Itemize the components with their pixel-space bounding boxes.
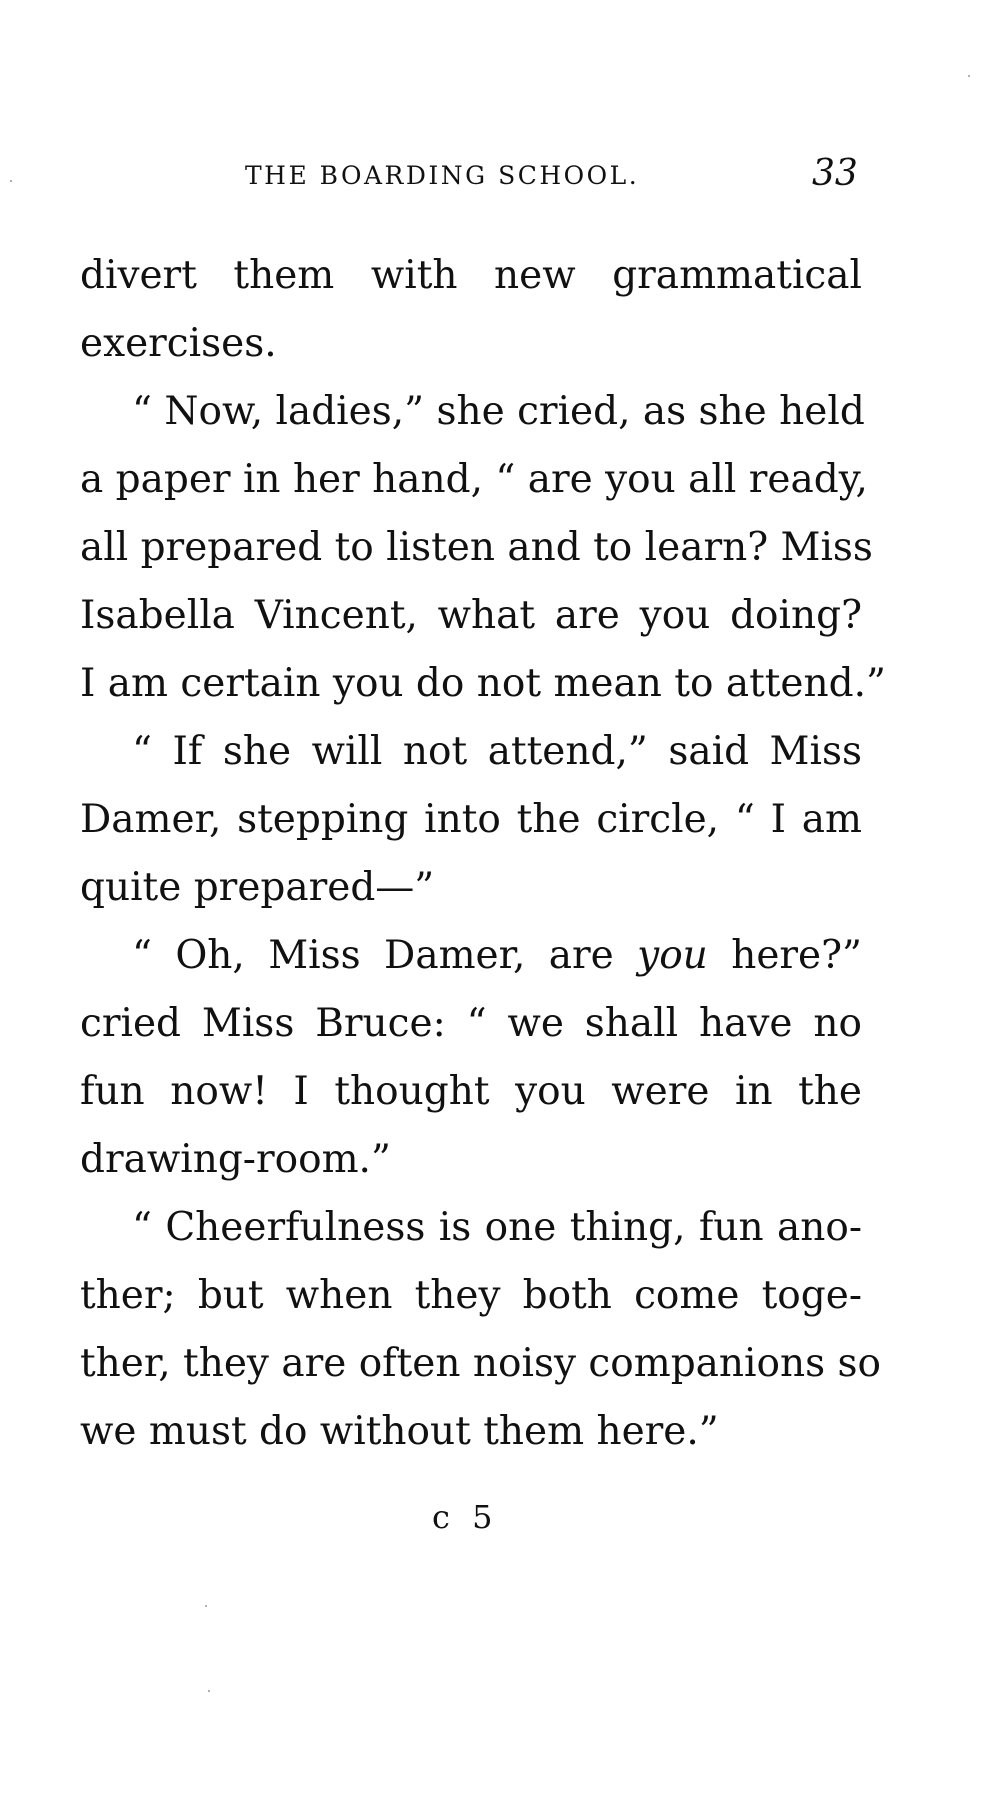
text-line: ther, they are often noisy companions so [80, 1341, 882, 1386]
text-line: “ Now, ladies,” she cried, as she held [132, 389, 865, 434]
text-segment: here?” [731, 933, 862, 978]
text-line: all prepared to listen and to learn? Miss [80, 525, 873, 570]
text-line: ther; but when they both come toge- [80, 1273, 862, 1318]
page-number: 33 [812, 153, 858, 194]
text-line: cried Miss Bruce: “ we shall have no [80, 1001, 862, 1046]
paper-speck [10, 180, 12, 182]
text-line [80, 922, 862, 990]
paper-speck [968, 75, 970, 77]
text-line: “ If she will not attend,” said Miss [132, 729, 862, 774]
text-line: I am certain you do not mean to attend.” [80, 661, 886, 706]
text-line: Isabella Vincent, what are you doing? [80, 593, 862, 638]
paper-speck [205, 1605, 207, 1607]
page-header [0, 155, 1000, 195]
text-line: fun now! I thought you were in the [80, 1069, 862, 1114]
text-line: Damer, stepping into the circle, “ I am [80, 797, 862, 842]
emphasized-word: you [637, 933, 708, 978]
signature-mark: c 5 [432, 1498, 499, 1536]
text-line: a paper in her hand, “ are you all ready, [80, 457, 868, 502]
text-line: “ Cheerfulness is one thing, fun ano- [132, 1205, 862, 1250]
text-segment: “ Oh, Miss Damer, are [132, 933, 614, 978]
text-line: we must do without them here.” [80, 1409, 719, 1454]
body-text [80, 242, 886, 1466]
text-line: quite prepared—” [80, 865, 435, 910]
text-line: divert them with new grammatical [80, 253, 862, 298]
text-line: exercises. [80, 321, 277, 366]
paper-speck [208, 1690, 210, 1692]
text-line: drawing-room.” [80, 1137, 391, 1182]
running-title: THE BOARDING SCHOOL. [245, 161, 640, 190]
